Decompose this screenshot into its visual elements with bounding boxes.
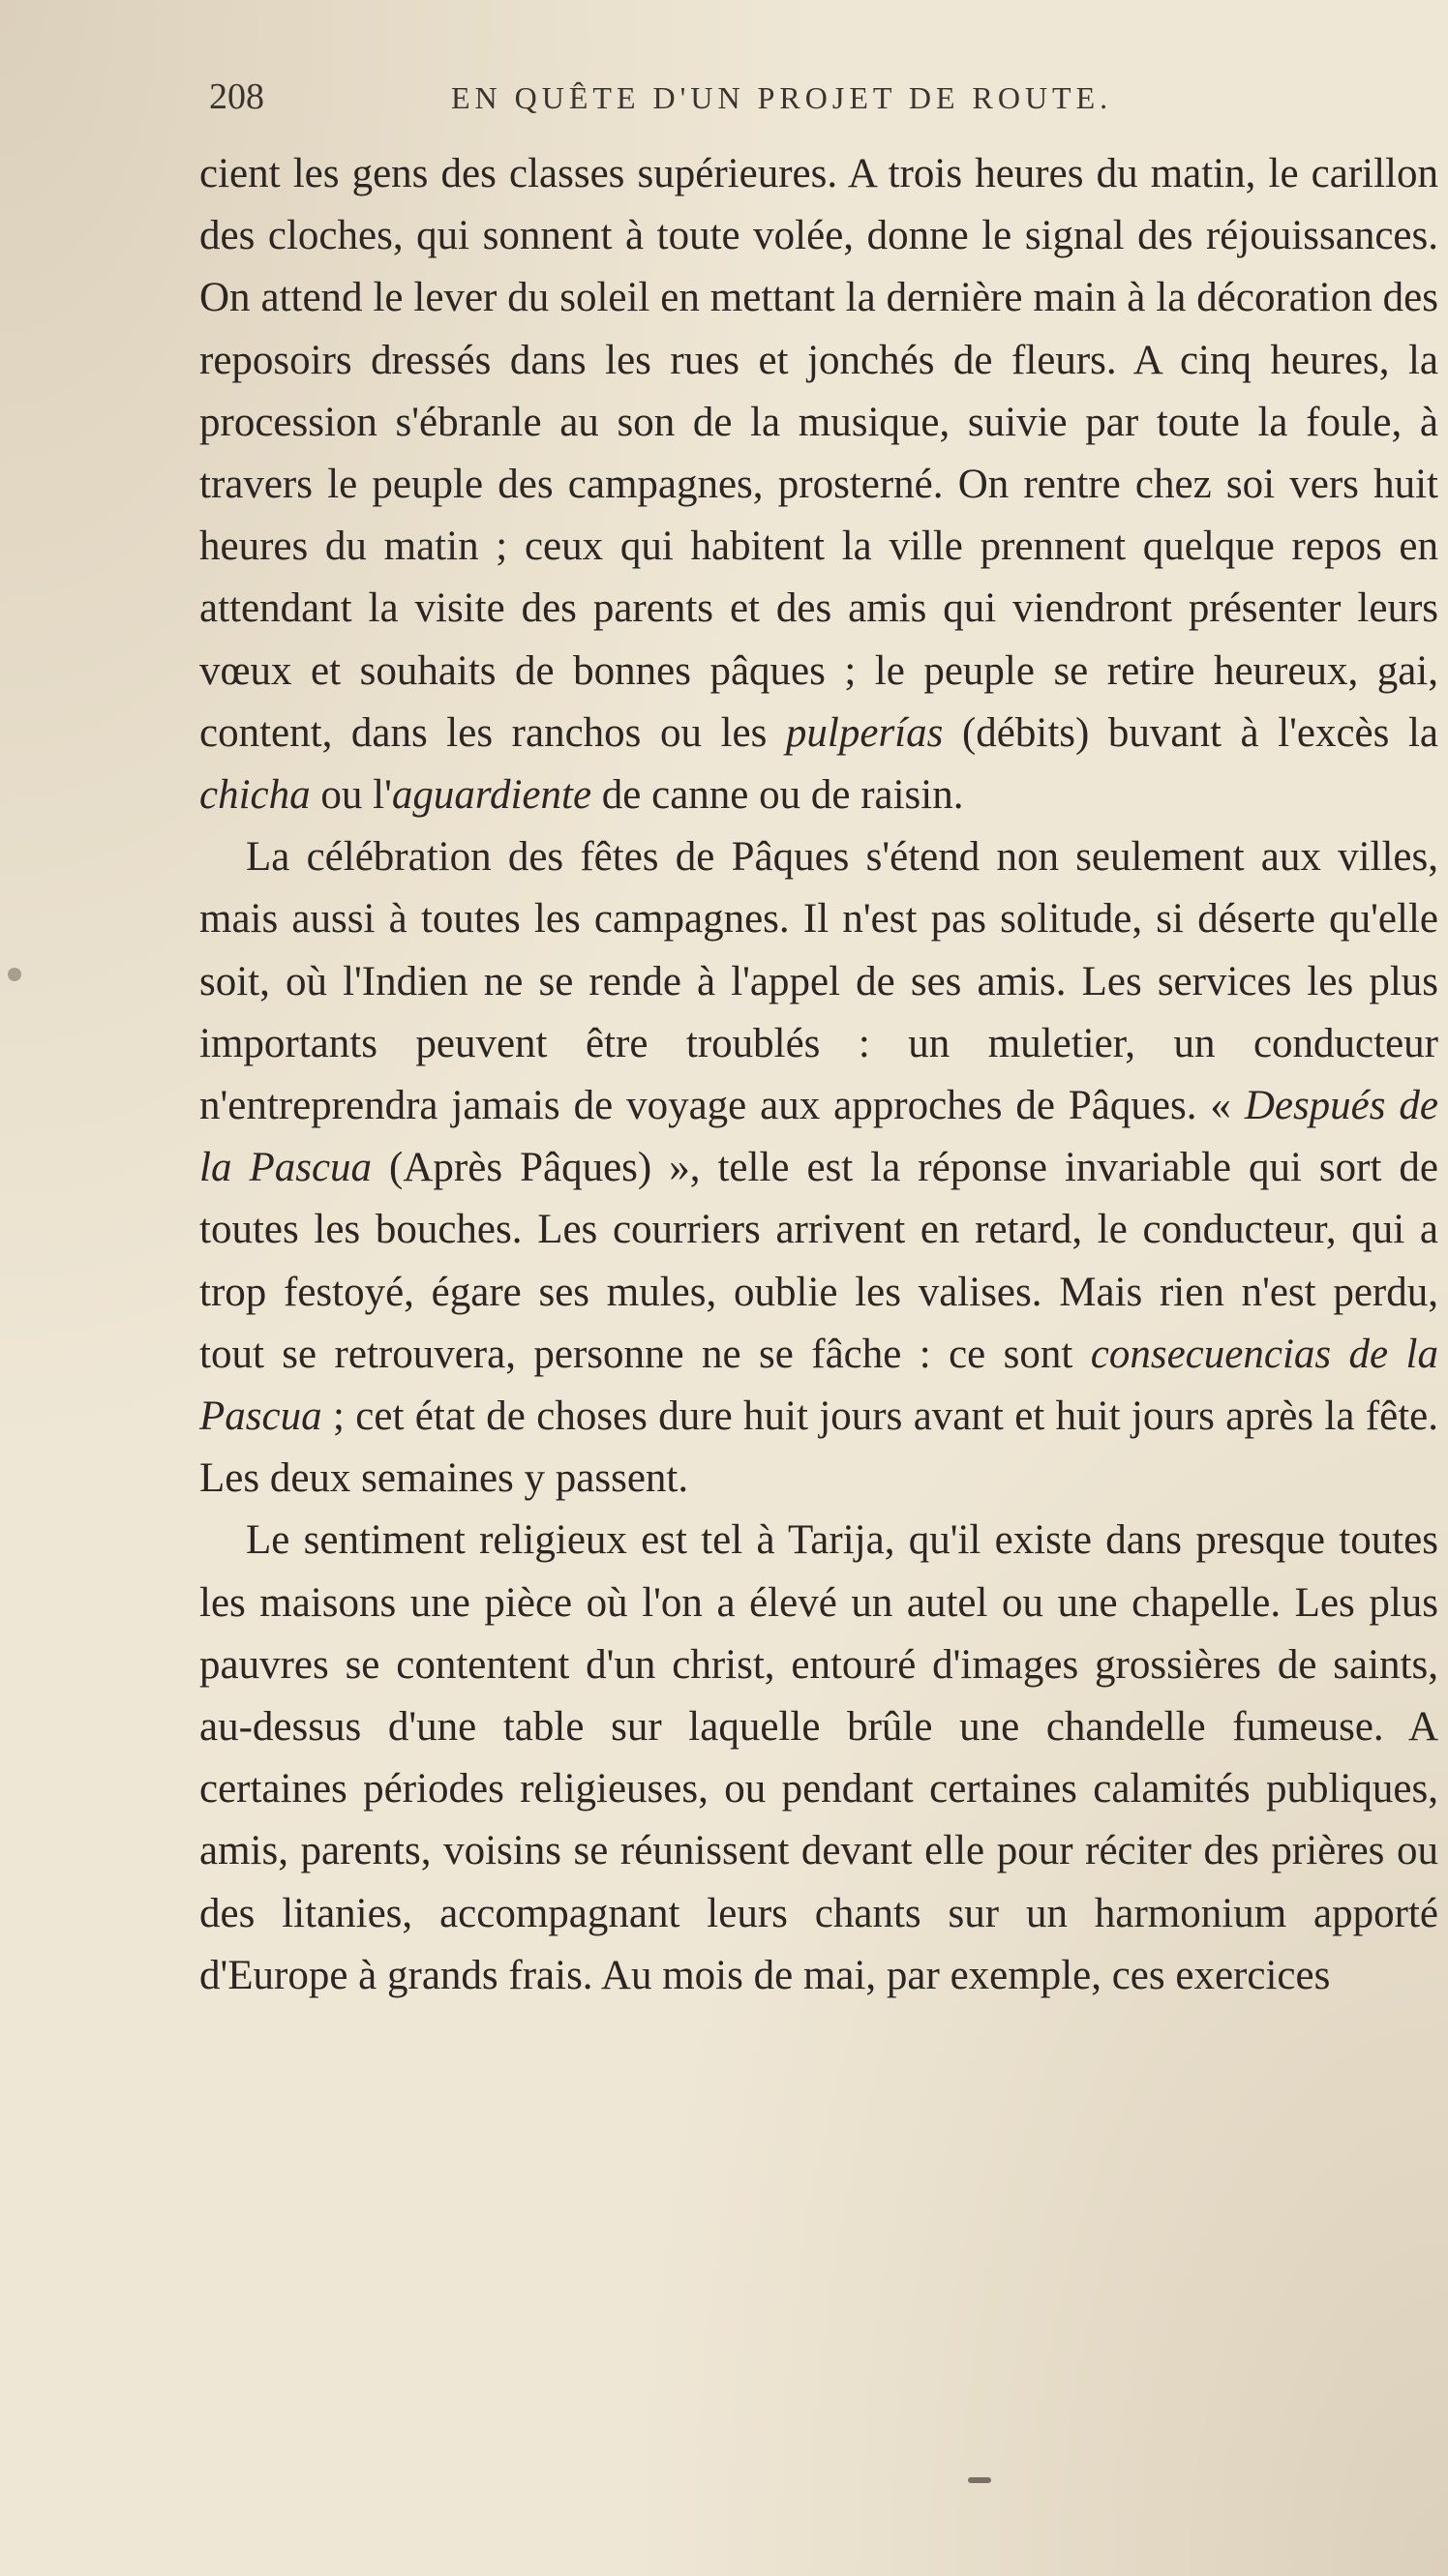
text-segment: de canne ou de raisin. [591, 772, 964, 819]
page-number: 208 [209, 76, 264, 117]
ink-mark [968, 2477, 991, 2483]
paragraph-3 [199, 1510, 1438, 2007]
text-segment: cient les gens des classes supérieures. A trois heures du matin, le carillon des cloches, qui sonnent à toute volée, donne le signal des réjouissances. On attend le lever du soleil en mettant la dernière main à la décoration des reposoirs dressés dans les rues et jonchés de fleurs. A cinq heures, la procession s'ébranle au son de la musique, suivie par toute la foule, à travers le peuple des campagnes, prosterné. On rentre chez soi vers huit heures du matin ; ceux qui habitent la ville prennent quelque repos en attendant la visite des parents et des amis qui viendront présenter leurs vœux et souhaits de bonnes pâques ; le peuple se retire heureux, gai, content, dans les ranchos ou les [199, 151, 1438, 756]
italic-term-consecuencias: consecuencias de la Pascua [199, 1331, 1438, 1440]
running-head [209, 75, 1371, 134]
text-segment: La célébration des fêtes de Pâques s'étend non seulement aux villes, mais aussi à toutes les campagnes. Il n'est pas solitude, si déserte qu'elle soit, où l'Indien ne se rende à l'appel de ses amis. Les services les plus importants peuvent être troublés : un muletier, un conducteur n'entreprendra jamais de voyage aux approches de Pâques. « [199, 834, 1438, 1129]
running-title: EN QUÊTE D'UN PROJET DE ROUTE. [451, 80, 1113, 115]
italic-term-aguardiente: aguardiente [391, 772, 592, 819]
text-segment: ; cet état de choses dure huit jours avant et huit jours après la fête. Les deux semaines y passent. [199, 1393, 1438, 1502]
paragraph-2 [199, 826, 1438, 1510]
body-text [199, 143, 1438, 2007]
text-segment: (Après Pâques) », telle est la réponse invariable qui sort de toutes les bouches. Les courriers arrivent en retard, le conducteur, qui a trop festoyé, égare ses mules, oublie les valises. Mais rien n'est perdu, tout se retrouvera, personne ne se fâche : ce sont [199, 1145, 1438, 1377]
italic-term-despues: Después de la Pascua [199, 1083, 1439, 1191]
text-segment: Le sentiment religieux est tel à Tarija, qu'il existe dans presque toutes les maisons une pièce où l'on a élevé un autel ou une chapelle. Les plus pauvres se contentent d'un christ, entouré d'images grossières de saints, au-dessus d'une table sur laquelle brûle une chandelle fumeuse. A certaines périodes religieuses, ou pendant certaines calamités publiques, amis, parents, voisins se réunissent devant elle pour réciter des prières ou des litanies, accompagnant leurs chants sur un harmonium apporté d'Europe à grands frais. Au mois de mai, par exemple, ces exercices [199, 1517, 1438, 1998]
text-segment: (débits) buvant à l'excès la [943, 709, 1439, 756]
paragraph-1 [199, 143, 1438, 826]
italic-term-pulperias: pulperías [785, 709, 944, 756]
text-segment: ou l' [310, 772, 392, 819]
paper-spot [8, 968, 21, 981]
italic-term-chicha: chicha [199, 772, 311, 819]
